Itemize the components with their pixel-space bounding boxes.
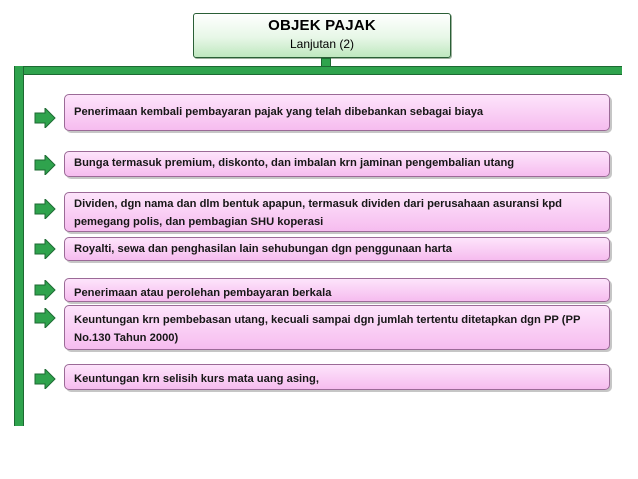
arrow-right-icon bbox=[34, 280, 56, 300]
item-box: Keuntungan krn pembebasan utang, kecuali sampai dgn jumlah tertentu ditetapkan dgn PP (PP No.130 Tahun 2000) bbox=[64, 305, 610, 350]
vertical-connector-bar bbox=[14, 66, 24, 426]
arrow-right-icon bbox=[34, 199, 56, 219]
item-box: Royalti, sewa dan penghasilan lain sehubungan dgn penggunaan harta bbox=[64, 237, 610, 261]
diagram-subtitle: Lanjutan (2) bbox=[289, 37, 355, 51]
arrow-right-icon bbox=[34, 369, 56, 389]
item-box: Penerimaan kembali pembayaran pajak yang telah dibebankan sebagai biaya bbox=[64, 94, 610, 131]
arrow-right-icon bbox=[34, 239, 56, 259]
arrow-right-icon bbox=[34, 155, 56, 175]
item-box: Dividen, dgn nama dan dlm bentuk apapun, termasuk dividen dari perusahaan asuransi kpd pemegang polis, dan pembagian SHU koperasi bbox=[64, 192, 610, 232]
arrow-right-icon bbox=[34, 308, 56, 328]
item-box: Bunga termasuk premium, diskonto, dan imbalan krn jaminan pengembalian utang bbox=[64, 151, 610, 177]
diagram-title: OBJEK PAJAK bbox=[268, 17, 376, 34]
item-box: Keuntungan krn selisih kurs mata uang asing, bbox=[64, 364, 610, 390]
item-box: Penerimaan atau perolehan pembayaran berkala bbox=[64, 278, 610, 302]
title-box bbox=[193, 13, 451, 58]
horizontal-connector-bar bbox=[14, 66, 622, 75]
arrow-right-icon bbox=[34, 108, 56, 128]
